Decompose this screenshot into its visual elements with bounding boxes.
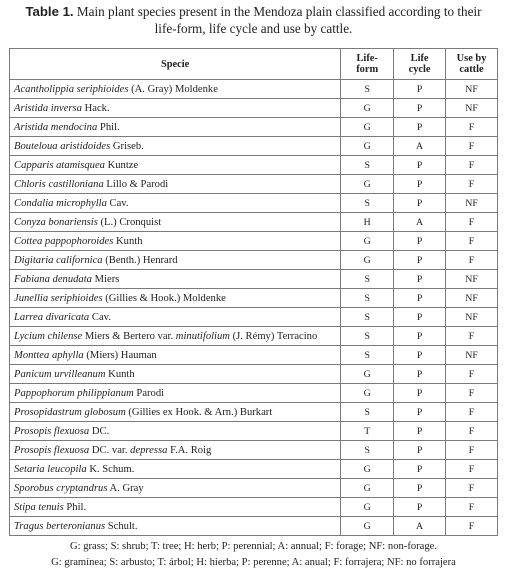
use-by-cattle-cell: NF (446, 289, 498, 308)
species-name: Prosopis flexuosa (14, 425, 90, 437)
life-cycle-cell: P (394, 441, 446, 460)
table-row (10, 403, 498, 422)
species-cell (10, 498, 341, 517)
species-authority: Kunth (113, 235, 143, 247)
species-authority: Kuntze (104, 159, 139, 171)
use-by-cattle-cell: F (446, 498, 498, 517)
life-cycle-cell: P (394, 289, 446, 308)
species-name: Bouteloua aristidoides (14, 140, 111, 152)
species-name: Setaria leucopila (14, 463, 87, 475)
species-name: Monttea aphylla (14, 349, 84, 361)
caption-line-2: life-form, life cycle and use by cattle. (154, 21, 353, 36)
life-form-cell: G (341, 460, 394, 479)
life-form-cell: S (341, 441, 394, 460)
table-row (10, 308, 498, 327)
species-cell (10, 99, 341, 118)
species-cell (10, 308, 341, 327)
species-authority: (A. Gray) Moldenke (128, 83, 218, 95)
species-authority: Hack. (81, 102, 110, 114)
life-cycle-cell: P (394, 308, 446, 327)
table-row (10, 517, 498, 536)
species-cell (10, 175, 341, 194)
footnote-spanish: G: gramínea; S: arbusto; T: árbol; H: hierba; P: perenne; A: anual; F: forrajera; NF: no forrajera (51, 557, 456, 568)
header-use-by-cattle: Use by cattle (446, 49, 498, 80)
species-authority: Parodi (133, 387, 165, 399)
use-by-cattle-cell: F (446, 517, 498, 536)
species-cell (10, 156, 341, 175)
species-authority: (L.) Cronquist (97, 216, 162, 228)
species-cell (10, 346, 341, 365)
species-cell (10, 384, 341, 403)
use-by-cattle-cell: F (446, 460, 498, 479)
use-by-cattle-cell: F (446, 156, 498, 175)
table-row (10, 137, 498, 156)
life-cycle-cell: P (394, 118, 446, 137)
table-row (10, 213, 498, 232)
life-cycle-cell: P (394, 80, 446, 99)
species-name: Pappophorum philippianum (14, 387, 134, 399)
life-form-cell: S (341, 403, 394, 422)
species-authority: (Gillies & Hook.) Moldenke (102, 292, 226, 304)
caption-label: Table 1. (25, 4, 74, 19)
footnote-english: G: grass; S: shrub; T: tree; H: herb; P: perennial; A: annual; F: forage; NF: non-forage. (69, 541, 438, 552)
life-form-cell: G (341, 498, 394, 517)
species-cell (10, 403, 341, 422)
species-cell (10, 232, 341, 251)
species-authority: Phil. (63, 501, 87, 513)
use-by-cattle-cell: NF (446, 99, 498, 118)
species-authority: (Miers) Hauman (83, 349, 157, 361)
life-form-cell: S (341, 80, 394, 99)
life-form-cell: S (341, 289, 394, 308)
use-by-cattle-cell: F (446, 251, 498, 270)
use-by-cattle-cell: NF (446, 308, 498, 327)
table-caption (0, 3, 507, 37)
life-form-cell: G (341, 251, 394, 270)
caption-text-1: Main plant species present in the Mendoza plain classified according to their (73, 4, 482, 19)
species-name: Fabiana denudata (14, 273, 92, 285)
species-name: Condalia microphylla (14, 197, 107, 209)
table-row (10, 194, 498, 213)
table-row (10, 479, 498, 498)
species-cell (10, 460, 341, 479)
life-form-cell: G (341, 517, 394, 536)
life-form-cell: G (341, 137, 394, 156)
species-authority: Miers & Bertero var. (82, 330, 176, 342)
species-cell (10, 479, 341, 498)
table-row (10, 460, 498, 479)
life-cycle-cell: P (394, 498, 446, 517)
variety-authority: (J. Rémy) Terracino (229, 330, 318, 342)
use-by-cattle-cell: F (446, 327, 498, 346)
variety-name: depressa (130, 444, 168, 456)
table-row (10, 118, 498, 137)
species-authority: (Benth.) Henrard (102, 254, 178, 266)
species-cell (10, 270, 341, 289)
table-row (10, 346, 498, 365)
species-cell (10, 441, 341, 460)
table-row (10, 232, 498, 251)
life-form-cell: S (341, 194, 394, 213)
table-row (10, 175, 498, 194)
species-cell (10, 327, 341, 346)
species-name: Chloris castilloniana (14, 178, 104, 190)
life-cycle-cell: A (394, 137, 446, 156)
use-by-cattle-cell: F (446, 213, 498, 232)
use-by-cattle-cell: F (446, 118, 498, 137)
table-row (10, 422, 498, 441)
species-name: Acantholippia seriphioides (14, 83, 129, 95)
species-cell (10, 213, 341, 232)
species-authority: Cav. (89, 311, 111, 323)
life-cycle-cell: P (394, 479, 446, 498)
life-cycle-cell: P (394, 270, 446, 289)
use-by-cattle-cell: F (446, 365, 498, 384)
species-table (9, 48, 498, 536)
table-row (10, 156, 498, 175)
table-row (10, 327, 498, 346)
species-authority: Miers (91, 273, 120, 285)
life-cycle-cell: A (394, 213, 446, 232)
life-form-cell: S (341, 346, 394, 365)
life-cycle-cell: P (394, 251, 446, 270)
table-body (10, 80, 498, 536)
species-name: Aristida mendocina (14, 121, 98, 133)
use-by-cattle-cell: F (446, 137, 498, 156)
species-name: Junellia seriphioides (14, 292, 103, 304)
use-by-cattle-cell: F (446, 441, 498, 460)
life-cycle-cell: P (394, 175, 446, 194)
life-form-cell: S (341, 156, 394, 175)
species-authority: Kunth (105, 368, 135, 380)
species-name: Prosopis flexuosa (14, 444, 90, 456)
species-name: Aristida inversa (14, 102, 82, 114)
species-name: Panicum urvilleanum (14, 368, 106, 380)
use-by-cattle-cell: NF (446, 346, 498, 365)
table-row (10, 365, 498, 384)
table-row (10, 289, 498, 308)
species-authority: Phil. (97, 121, 120, 133)
use-by-cattle-cell: F (446, 403, 498, 422)
species-cell (10, 118, 341, 137)
variety-authority: F.A. Roig (167, 444, 212, 456)
table-header-row (10, 49, 498, 80)
table-row (10, 441, 498, 460)
use-by-cattle-cell: F (446, 232, 498, 251)
life-cycle-cell: P (394, 403, 446, 422)
life-cycle-cell: P (394, 232, 446, 251)
table-row (10, 251, 498, 270)
species-authority: Cav. (106, 197, 129, 209)
life-form-cell: S (341, 308, 394, 327)
life-form-cell: G (341, 232, 394, 251)
life-cycle-cell: P (394, 99, 446, 118)
table-row (10, 384, 498, 403)
use-by-cattle-cell: F (446, 175, 498, 194)
use-by-cattle-cell: NF (446, 270, 498, 289)
life-cycle-cell: P (394, 460, 446, 479)
life-form-cell: S (341, 270, 394, 289)
species-cell (10, 137, 341, 156)
life-cycle-cell: P (394, 384, 446, 403)
use-by-cattle-cell: F (446, 422, 498, 441)
species-authority: A. Gray (107, 482, 144, 494)
table-row (10, 80, 498, 99)
use-by-cattle-cell: NF (446, 80, 498, 99)
life-form-cell: G (341, 384, 394, 403)
species-cell (10, 517, 341, 536)
life-form-cell: G (341, 99, 394, 118)
variety-name: minutifolium (175, 330, 230, 342)
life-cycle-cell: P (394, 346, 446, 365)
species-cell (10, 194, 341, 213)
species-name: Prosopidastrum globosum (14, 406, 126, 418)
species-name: Sporobus cryptandrus (14, 482, 108, 494)
life-cycle-cell: P (394, 365, 446, 384)
table-row (10, 99, 498, 118)
header-specie: Specie (10, 49, 341, 80)
species-name: Digitaria californica (14, 254, 103, 266)
species-authority: DC. (89, 425, 110, 437)
species-cell (10, 422, 341, 441)
species-authority: Schult. (105, 520, 138, 532)
life-form-cell: S (341, 327, 394, 346)
life-form-cell: G (341, 175, 394, 194)
use-by-cattle-cell: NF (446, 194, 498, 213)
header-life-cycle: Life cycle (394, 49, 446, 80)
header-life-form: Life- form (341, 49, 394, 80)
life-form-cell: H (341, 213, 394, 232)
species-authority: Griseb. (110, 140, 144, 152)
life-cycle-cell: P (394, 156, 446, 175)
species-name: Tragus berteronianus (14, 520, 106, 532)
species-name: Cottea pappophoroides (14, 235, 114, 247)
species-name: Conyza bonariensis (14, 216, 98, 228)
caption-line-1 (0, 3, 507, 20)
life-cycle-cell: P (394, 327, 446, 346)
use-by-cattle-cell: F (446, 384, 498, 403)
species-cell (10, 251, 341, 270)
species-name: Larrea divaricata (14, 311, 90, 323)
life-cycle-cell: A (394, 517, 446, 536)
species-name: Stipa tenuis (14, 501, 64, 513)
life-cycle-cell: P (394, 194, 446, 213)
life-cycle-cell: P (394, 422, 446, 441)
species-authority: K. Schum. (86, 463, 135, 475)
life-form-cell: G (341, 479, 394, 498)
life-form-cell: T (341, 422, 394, 441)
species-cell (10, 365, 341, 384)
table-row (10, 270, 498, 289)
species-authority: Lillo & Parodi (103, 178, 169, 190)
species-authority: (Gillies ex Hook. & Arn.) Burkart (125, 406, 273, 418)
life-form-cell: G (341, 365, 394, 384)
species-name: Capparis atamisquea (14, 159, 105, 171)
use-by-cattle-cell: F (446, 479, 498, 498)
life-form-cell: G (341, 118, 394, 137)
species-authority: DC. var. (89, 444, 131, 456)
species-cell (10, 289, 341, 308)
species-cell (10, 80, 341, 99)
table-row (10, 498, 498, 517)
species-name: Lycium chilense (14, 330, 83, 342)
